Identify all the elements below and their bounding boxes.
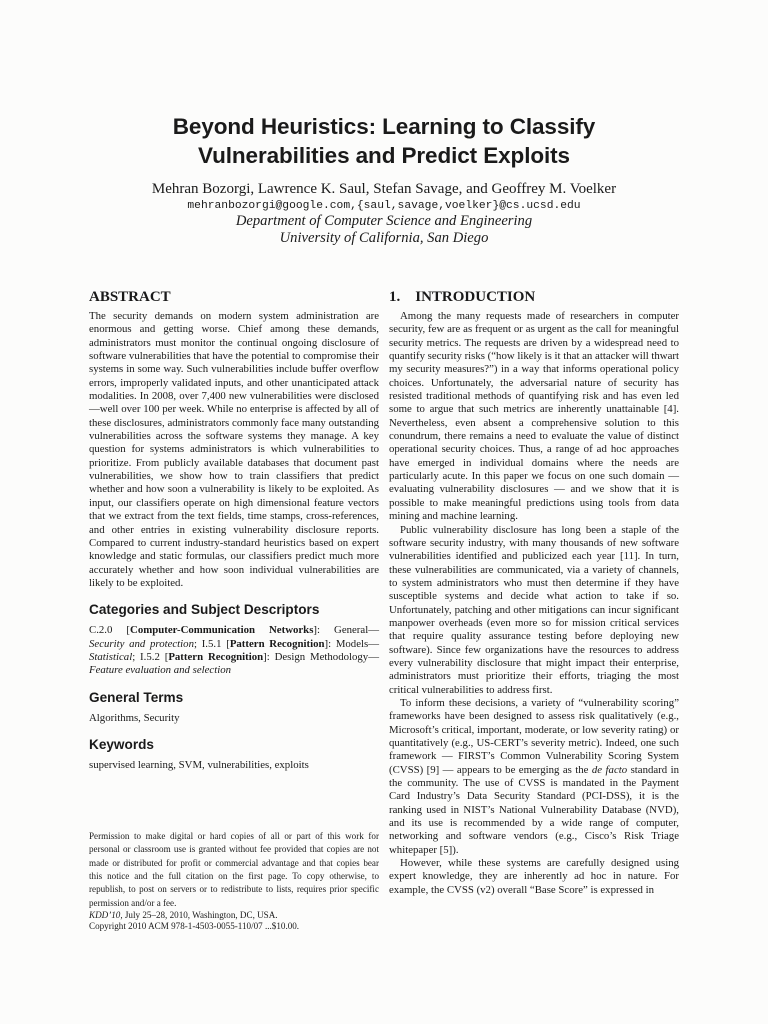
title-line-2: Vulnerabilities and Predict Exploits bbox=[198, 143, 570, 168]
keywords-heading: Keywords bbox=[89, 736, 154, 752]
categories-text: C.2.0 [Computer-Communication Networks]: General—Security and protection; I.5.1 [Pattern Recognition]: Models—Statistical; I.5.2 [Pattern Recognition]: Design Methodology—Feature evaluation and selection bbox=[89, 624, 380, 677]
left-column bbox=[89, 288, 379, 772]
keywords-text: supervised learning, SVM, vulnerabilities, exploits bbox=[89, 758, 309, 771]
paper-title bbox=[0, 112, 768, 170]
title-line-1: Beyond Heuristics: Learning to Classify bbox=[172, 114, 596, 139]
affiliation bbox=[0, 213, 768, 246]
categories-heading: Categories and Subject Descriptors bbox=[89, 602, 320, 618]
right-column bbox=[389, 288, 679, 897]
abstract-text: The security demands on modern system administration are enormous and getting worse. Chief among these demands, administrators must monitor the continual ongoing disclosure of software vulnerabilities that have the potential to compromise their systems in some way. Such vulnerabilities include buffer overflow errors, improperly validated inputs, and other unanticipated attack modalities. In 2008, over 7,400 new vulnerabilities were disclosed—well over 100 per week. While no enterprise is affected by all of these disclosures, administrators commonly face many outstanding vulnerabilities across the software systems they manage. A key question for systems administrators is which vulnerabilities to prioritize. From publicly available databases that document past vulnerabilities, we show how to train classifiers that predict whether and how soon a vulnerability is likely to be exploited. As input, our classifiers operate on high dimensional feature vectors that we extract from the text fields, time stamps, cross-references, and other entries in existing vulnerability disclosure reports. Compared to current industry-standard heuristics based on expert knowledge and static formulas, our classifiers predict much more accurately whether and how soon individual vulnerabilities are likely to be exploited. bbox=[89, 310, 379, 589]
venue-line: KDD’10, July 25–28, 2010, Washington, DC, USA. bbox=[89, 910, 278, 921]
permission-notice bbox=[89, 830, 379, 932]
intro-paragraph-2: Public vulnerability disclosure has long been a staple of the software security industry, with many thousands of new software vulnerabilities identified and publicized each year [11]. In turn, these vulnerabilities are communicated, via a variety of channels, to system administrators who must then determine if they have susceptible systems and decide what action to take if so. Unfortunately, patching and other mitigations can incur significant manpower overheads (even more so for mission critical services that require quality assurance testing before deploying new software). Since few organizations have the resources to address every vulnerability disclosure that might impact their enterprise, administrators must prioritize their efforts, triaging the most critical vulnerabilities to address first. bbox=[389, 523, 679, 696]
affiliation-line-1: Department of Computer Science and Engineering bbox=[235, 213, 533, 229]
affiliation-line-2: University of California, San Diego bbox=[279, 229, 489, 246]
general-terms-text: Algorithms, Security bbox=[89, 711, 180, 724]
permission-text: Permission to make digital or hard copies of all or part of this work for personal or classroom use is granted without fee provided that copies are not made or distributed for profit or commercial advantage and that copies bear this notice and the full citation on the first page. To copy otherwise, to republish, to post on servers or to redistribute to lists, requires prior specific permission and/or a fee. bbox=[89, 831, 379, 908]
author-list: Mehran Bozorgi, Lawrence K. Saul, Stefan Savage, and Geoffrey M. Voelker bbox=[151, 181, 617, 197]
intro-paragraph-4: However, while these systems are carefully designed using expert knowledge, they are inherently ad hoc in nature. For example, the CVSS (v2) overall “Base Score” is expressed in bbox=[389, 857, 679, 896]
intro-paragraph-3: To inform these decisions, a variety of “vulnerability scoring” frameworks have been designed to assess risk qualitatively (e.g., Microsoft’s critical, important, moderate, or low severity rating) or quantitatively (e.g., US-CERT’s severity metric). Indeed, one such framework — FIRST’s Common Vulnerability Scoring System (CVSS) [9] — appears to be emerging as the de facto standard in the community. The use of CVSS is mandated in the Payment Card Industry’s Data Security Standard (PCI-DSS), it is the ranking used in NIST’s National Vulnerability Database (NVD), and its use is recommended by a wide range of computer, networking and software vendors (e.g., Cisco’s Risk Triage whitepaper [5]). bbox=[389, 696, 680, 856]
copyright-line: Copyright 2010 ACM 978-1-4503-0055-110/07 ...$10.00. bbox=[89, 920, 300, 931]
abstract-heading: ABSTRACT bbox=[89, 289, 171, 305]
intro-paragraph-1: Among the many requests made of researchers in computer security, few are as frequent or as urgent as the call for meaningful security metrics. The requests are driven by a widespread need to quantify security risks (“how likely is it that an attacker will thwart my security measures?”) in a way that informs operational policy choices. Unfortunately, the adversarial nature of security has resisted traditional methods of quantifying risk and has even led some to argue that such metrics are inherently unattainable [4]. Nevertheless, even absent a comprehensive solution to this conundrum, there remains a need to evaluate the value of distinct operational security choices. Thus, a range of ad hoc approaches have emerged in individual domains where the needs are particularly acute. In this paper we focus on one such domain — evaluating vulnerability disclosures — and we show that it is possible to make meaningful predictions using tools from data mining and machine learning. bbox=[389, 310, 679, 523]
general-terms-heading: General Terms bbox=[89, 689, 184, 705]
introduction-heading: 1. INTRODUCTION bbox=[389, 289, 536, 305]
author-emails: mehranbozorgi@google.com,{saul,savage,voelker}@cs.ucsd.edu bbox=[187, 200, 581, 212]
